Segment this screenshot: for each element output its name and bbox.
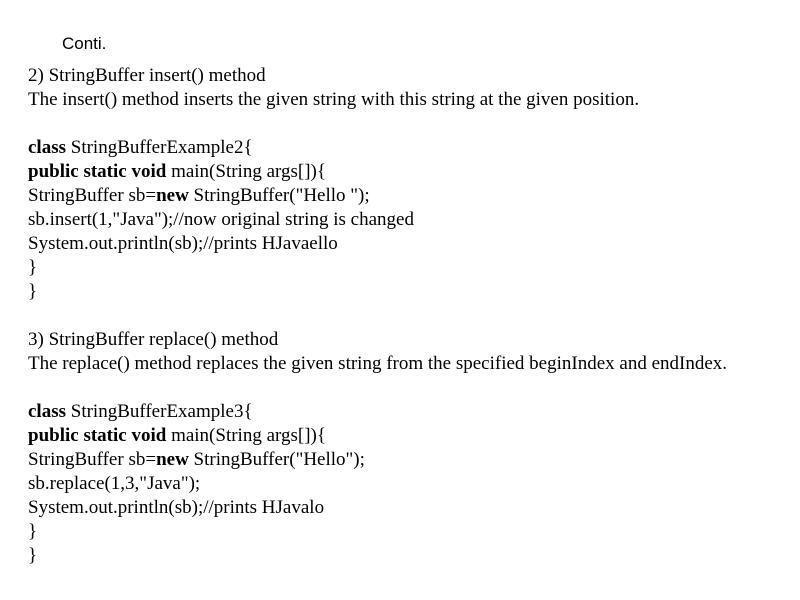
code-line-replace-call: sb.replace(1,3,"Java"); [28,473,201,494]
replace-heading: 3) StringBuffer replace() method [28,329,279,350]
keyword-public-static-void: public static void [28,161,167,182]
code-line-main [28,424,788,448]
spacer [28,112,788,136]
keyword-class: class [28,401,66,422]
code-line-close-brace: } [28,257,38,278]
insert-description: The insert() method inserts the given string with this string at the given position. [28,89,640,110]
keyword-new: new [156,449,189,470]
code-line-main [28,160,788,184]
class-name: StringBufferExample2{ [66,137,253,158]
insert-heading: 2) StringBuffer insert() method [28,65,266,86]
code-line-declaration [28,448,788,472]
code-line-close-brace: } [28,281,38,302]
declaration-end: StringBuffer("Hello "); [188,185,370,206]
code-line-close-brace: } [28,521,38,542]
code-line-print: System.out.println(sb);//prints HJavalo [28,497,325,518]
insert-code-block [28,136,788,304]
code-line-print: System.out.println(sb);//prints HJavaello [28,233,338,254]
declaration-end: StringBuffer("Hello"); [188,449,365,470]
replace-description: The replace() method replaces the given string from the specified beginIndex and endIndex. [28,353,728,374]
main-signature: main(String args[]){ [166,161,326,182]
declaration-start: StringBuffer sb= [28,449,157,470]
spacer [28,304,788,328]
main-signature: main(String args[]){ [166,425,326,446]
declaration-start: StringBuffer sb= [28,185,157,206]
code-line-close-brace: } [28,545,38,566]
keyword-new: new [156,185,189,206]
spacer [28,376,788,400]
class-name: StringBufferExample3{ [66,401,253,422]
code-line-class [28,400,788,424]
keyword-class: class [28,137,66,158]
code-line-insert-call: sb.insert(1,"Java");//now original string is changed [28,209,414,230]
keyword-public-static-void: public static void [28,425,167,446]
replace-code-block [28,400,788,568]
slide-body [28,64,788,568]
code-line-declaration [28,184,788,208]
code-line-class [28,136,788,160]
slide-title: Conti. [62,34,107,53]
